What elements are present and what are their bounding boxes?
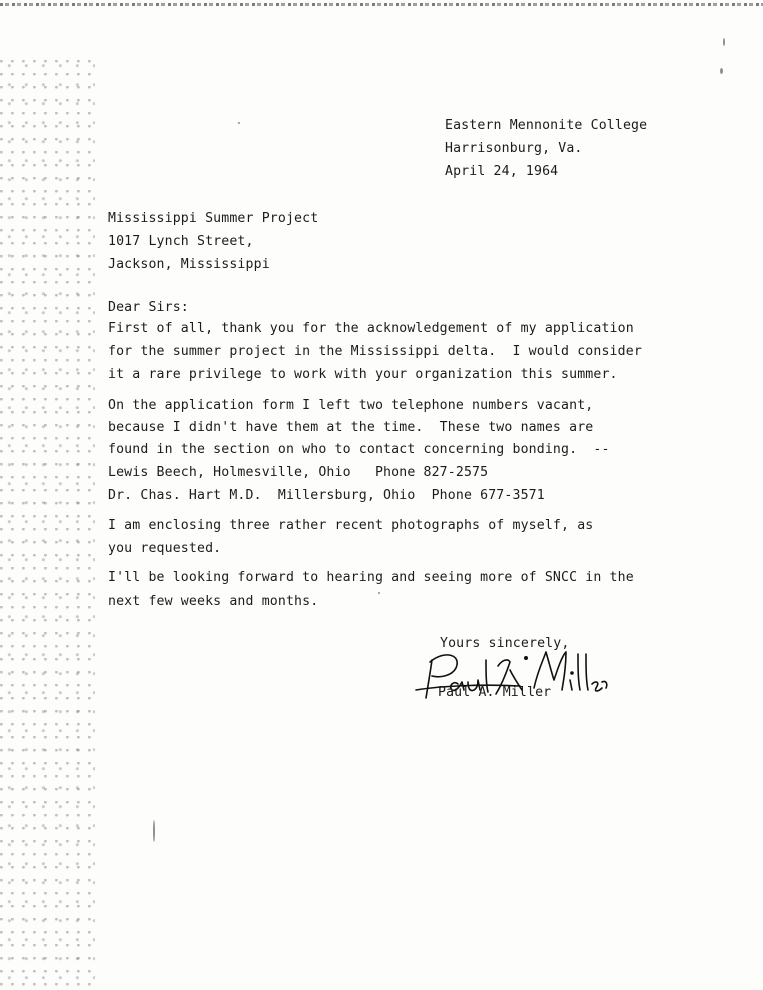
sender-institution: Eastern Mennonite College bbox=[445, 118, 648, 133]
scan-speck bbox=[723, 38, 725, 46]
body-line: next few weeks and months. bbox=[108, 594, 319, 609]
typed-name: Paul A. Miller bbox=[438, 685, 552, 700]
body-line: First of all, thank you for the acknowledgement of my application bbox=[108, 321, 634, 336]
body-line: I am enclosing three rather recent photographs of myself, as bbox=[108, 518, 594, 533]
body-line: because I didn't have them at the time. These two names are bbox=[108, 420, 594, 435]
body-line: found in the section on who to contact concerning bonding. -- bbox=[108, 442, 610, 457]
body-line: you requested. bbox=[108, 541, 222, 556]
scan-speck bbox=[238, 122, 240, 124]
scan-speck bbox=[153, 820, 155, 842]
recipient-street: 1017 Lynch Street, bbox=[108, 234, 254, 249]
scan-speck bbox=[720, 68, 723, 74]
recipient-city: Jackson, Mississippi bbox=[108, 257, 270, 272]
body-line: On the application form I left two telephone numbers vacant, bbox=[108, 398, 594, 413]
body-line: Lewis Beech, Holmesville, Ohio Phone 827-2575 bbox=[108, 465, 489, 480]
scan-top-edge bbox=[0, 3, 763, 6]
recipient-name: Mississippi Summer Project bbox=[108, 211, 319, 226]
closing: Yours sincerely, bbox=[440, 636, 570, 651]
body-line: for the summer project in the Mississippi delta. I would consider bbox=[108, 344, 642, 359]
body-line: Dr. Chas. Hart M.D. Millersburg, Ohio Phone 677-3571 bbox=[108, 488, 545, 503]
scan-left-edge-noise bbox=[0, 60, 95, 990]
scan-speck bbox=[378, 592, 380, 594]
body-line: I'll be looking forward to hearing and seeing more of SNCC in the bbox=[108, 570, 634, 585]
letter-date: April 24, 1964 bbox=[445, 164, 559, 179]
salutation: Dear Sirs: bbox=[108, 300, 189, 315]
body-line: it a rare privilege to work with your organization this summer. bbox=[108, 367, 618, 382]
sender-city: Harrisonburg, Va. bbox=[445, 141, 583, 156]
